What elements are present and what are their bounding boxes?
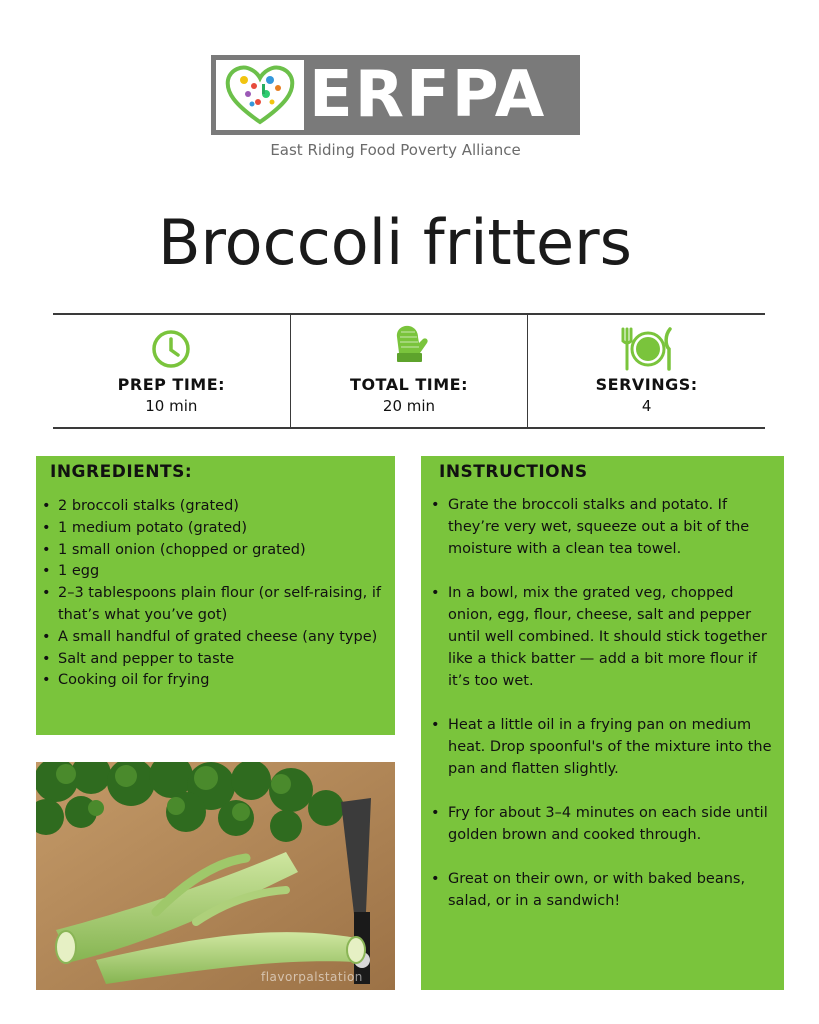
servings-value: 4: [641, 397, 652, 415]
list-item: • Great on their own, or with baked beans, salad, or in a sandwich!: [448, 868, 778, 912]
heart-food-icon: [224, 64, 296, 126]
servings-label: SERVINGS:: [595, 375, 698, 394]
total-time-label: TOTAL TIME:: [350, 375, 468, 394]
list-item: • Cooking oil for frying: [58, 670, 385, 692]
list-item: • 2–3 tablespoons plain flour (or self-raising, if that’s what you’ve got): [58, 583, 385, 627]
list-item: • Heat a little oil in a frying pan on medium heat. Drop spoonful's of the mixture into the pan and flatten slightly.: [448, 714, 778, 780]
total-time: [290, 315, 528, 427]
prep-time: [53, 315, 290, 427]
broccoli-illustration: [36, 762, 395, 990]
prep-time-label: PREP TIME:: [117, 375, 226, 394]
prep-time-value: 10 min: [145, 397, 198, 415]
instructions-heading: INSTRUCTIONS: [439, 462, 588, 482]
list-item: • Salt and pepper to taste: [58, 649, 385, 671]
recipe-title: Broccoli fritters: [158, 206, 632, 279]
list-item: • A small handful of grated cheese (any type): [58, 627, 385, 649]
list-item: • 1 egg: [58, 561, 385, 583]
logo-text: ERFPA: [309, 58, 547, 132]
photo-watermark: flavorpalstation: [261, 970, 363, 984]
broccoli-photo: [36, 762, 395, 990]
list-item: • In a bowl, mix the grated veg, chopped onion, egg, flour, cheese, salt and pepper until well combined. It should stick together like a thick batter — add a bit more flour if it’s too wet.: [448, 582, 778, 692]
logo-subtitle: East Riding Food Poverty Alliance: [270, 141, 521, 159]
instructions-list: [421, 494, 778, 934]
ingredients-panel: [36, 456, 395, 735]
list-item: • Fry for about 3–4 minutes on each side until golden brown and cooked through.: [448, 802, 778, 846]
ingredients-list: [36, 496, 385, 692]
recipe-info-strip: [53, 313, 765, 429]
list-item: • 2 broccoli stalks (grated): [58, 496, 385, 518]
clock-icon: [151, 329, 191, 369]
instructions-panel: [421, 456, 784, 990]
servings: [527, 315, 765, 427]
logo: [211, 55, 580, 135]
logo-heart-background: [216, 60, 304, 130]
ingredients-heading: INGREDIENTS:: [50, 462, 193, 482]
list-item: • Grate the broccoli stalks and potato. If they’re very wet, squeeze out a bit of the moisture with a clean tea towel.: [448, 494, 778, 560]
total-time-value: 20 min: [382, 397, 436, 415]
plate-cutlery-icon: [617, 325, 677, 371]
list-item: • 1 small onion (chopped or grated): [58, 540, 385, 562]
oven-mitt-icon: [389, 323, 429, 369]
list-item: • 1 medium potato (grated): [58, 518, 385, 540]
